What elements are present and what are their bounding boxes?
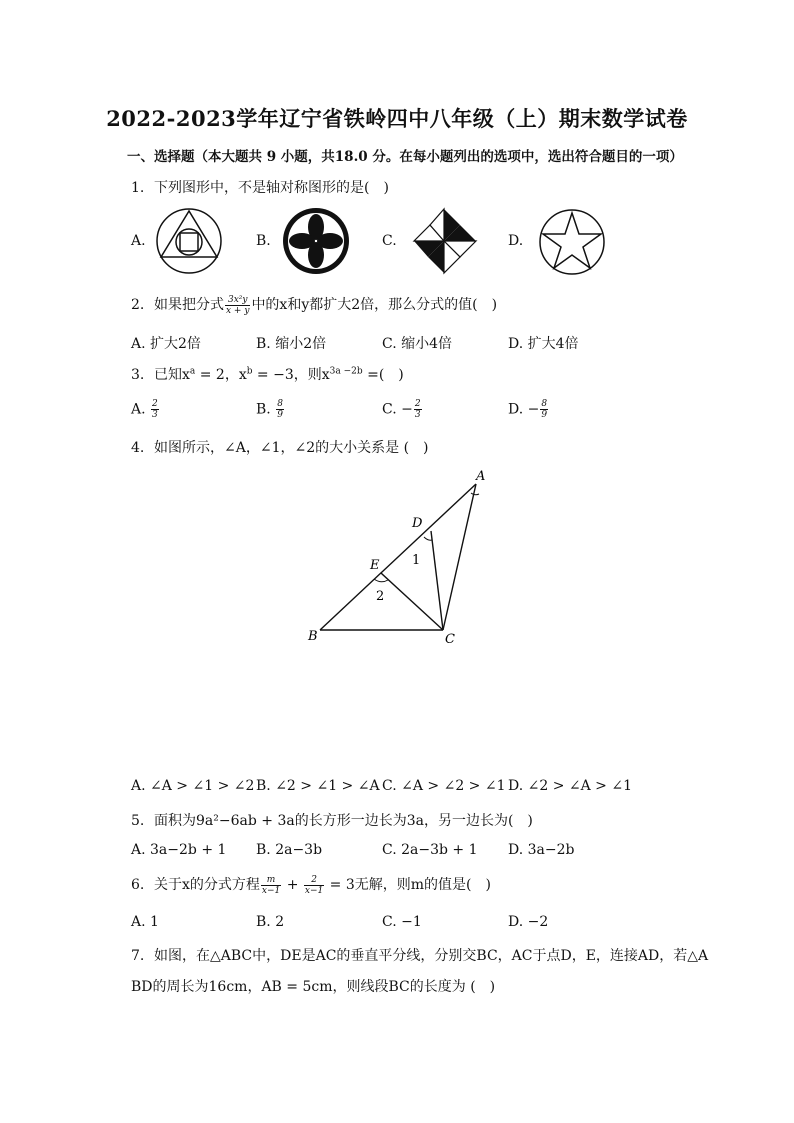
q1-option-b: B.: [256, 233, 271, 249]
q1-option-d: D.: [508, 233, 524, 249]
q2-option-d: D. 扩大4倍: [508, 336, 579, 352]
q3-option-b: B. $\frac{8}{9}$: [256, 399, 283, 420]
q2-option-b: B. 缩小2倍: [256, 336, 327, 352]
q1-figure-b: [280, 205, 352, 277]
point-c-label: C: [445, 632, 455, 647]
angle-1-label: 1: [412, 553, 421, 568]
question-7-continued: BD的周长为16cm，AB = 5cm，则线段BC的长度为 ( ): [131, 979, 496, 995]
angle-2-label: 2: [376, 589, 385, 604]
question-6: 6. 关于x的分式方程 $\frac{m}{x-1}$ + $\frac{2}{x-1}$ = 3无解，则m的值是( ): [131, 874, 491, 896]
q2-option-a: A. 扩大2倍: [131, 336, 201, 352]
q1-figure-d: [536, 207, 608, 277]
q2-fraction: $\frac{\text{3x²y}}{x + y}$: [226, 294, 250, 316]
q5-option-d: D. 3a−2b: [508, 842, 575, 858]
q6-option-c: C. −1: [382, 914, 422, 930]
q4-option-d: D. ∠2 > ∠A > ∠1: [508, 778, 633, 794]
question-4: 4. 如图所示，∠A，∠1，∠2的大小关系是 ( ): [131, 440, 429, 456]
question-2: 2. 如果把分式 $\frac{\text{3x²y}}{x + y}$ 中的x和y都扩大2倍，那么分式的值( ): [131, 294, 498, 316]
q3-option-c: C. − $\frac{2}{3}$: [382, 399, 421, 420]
q5-option-c: C. 2a−3b + 1: [382, 842, 478, 858]
q4-option-a: A. ∠A > ∠1 > ∠2: [131, 778, 255, 794]
q6-option-b: B. 2: [256, 914, 285, 930]
q1-figure-a: [155, 207, 225, 275]
question-3: 3. 已知$x^a = 2$，$x^b = -3$，则$x^{3a -2b}$ =( ): [131, 366, 404, 383]
q4-option-b: B. ∠2 > ∠1 > ∠A: [256, 778, 380, 794]
point-b-label: B: [308, 629, 318, 644]
q4-option-c: C. ∠A > ∠2 > ∠1: [382, 778, 506, 794]
q4-triangle-figure: [300, 460, 500, 650]
point-d-label: D: [412, 516, 423, 531]
q5-option-a: A. 3a−2b + 1: [131, 842, 227, 858]
q2-option-c: C. 缩小4倍: [382, 336, 453, 352]
q1-option-c: C.: [382, 233, 397, 249]
question-1: 1. 下列图形中，不是轴对称图形的是( ): [131, 180, 389, 196]
q3-option-d: D. − $\frac{8}{9}$: [508, 399, 548, 420]
q6-option-a: A. 1: [131, 914, 159, 930]
q6-option-d: D. −2: [508, 914, 549, 930]
question-5: 5. 面积为9a²−6ab + 3a的长方形一边长为3a，另一边长为( ): [131, 813, 533, 829]
section-heading: 一、选择题（本大题共 9 小题，共18.0 分。在每小题列出的选项中，选出符合题目的一项）: [127, 149, 683, 165]
point-a-label: A: [476, 469, 486, 484]
q5-option-b: B. 2a−3b: [256, 842, 323, 858]
exam-title: 2022-2023学年辽宁省铁岭四中八年级（上）期末数学试卷: [106, 106, 688, 131]
q3-option-a: A. $\frac{2}{3}$: [131, 399, 158, 420]
point-e-label: E: [370, 558, 380, 573]
question-7: 7. 如图，在△ABC中，DE是AC的垂直平分线，分别交BC，AC于点D，E，连接AD，若△A: [131, 948, 709, 964]
q1-figure-c: [406, 205, 482, 277]
q1-option-a: A.: [131, 233, 146, 249]
